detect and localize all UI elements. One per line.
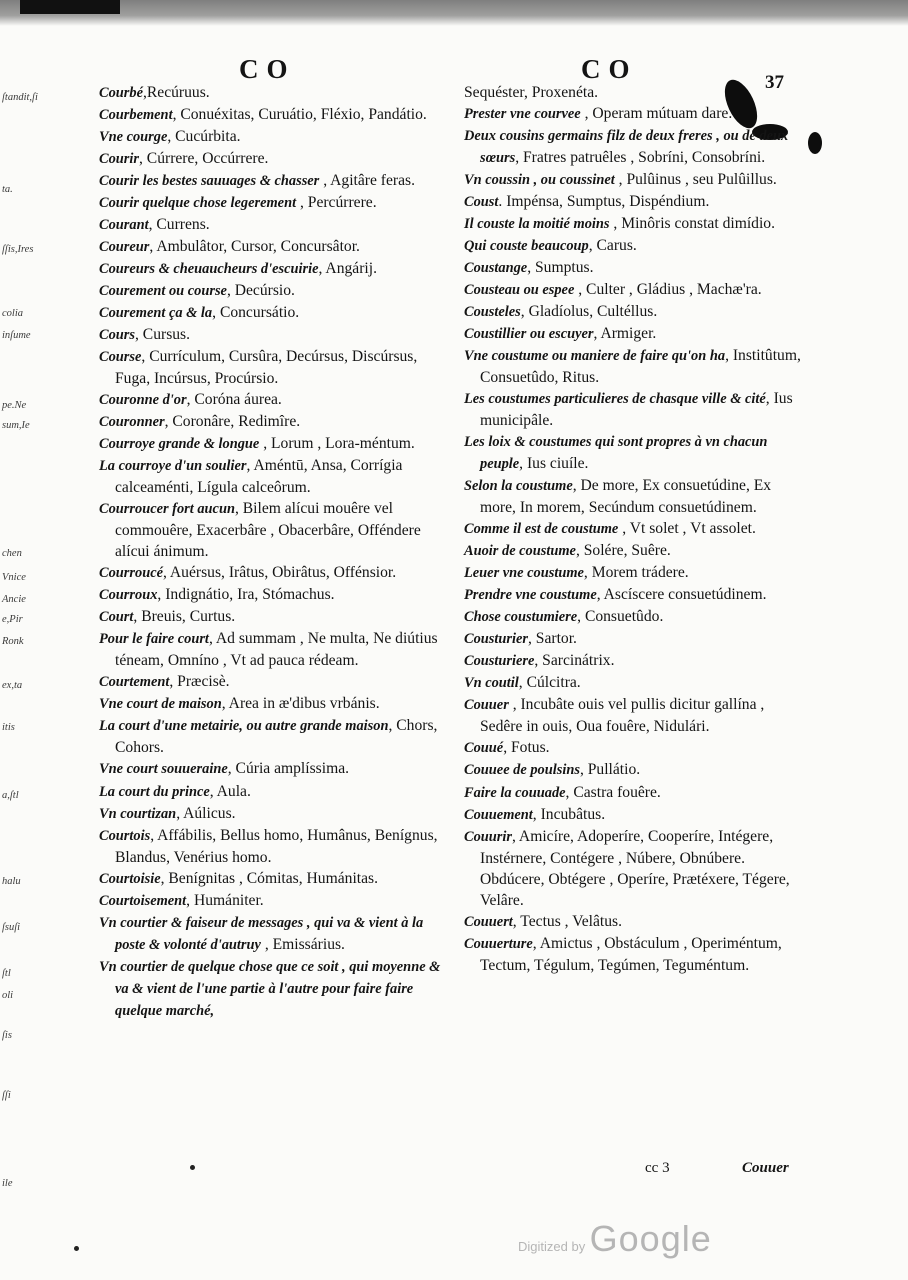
entry-gloss: , Pullátio.: [579, 761, 641, 779]
entry-term: Courroucer fort aucun: [99, 501, 235, 518]
dictionary-entry: [464, 82, 809, 103]
margin-note: Ronk: [2, 636, 24, 647]
entry-term: Deux cousins germains filz de deux freres , ou de deux sœurs: [464, 128, 789, 167]
entry-term: La court d'une metairie, ou autre grande maison: [99, 718, 389, 735]
running-head-right: CO: [581, 54, 638, 84]
entry-term: Courtoisement: [99, 892, 187, 909]
dictionary-entry: [464, 301, 809, 323]
entry-term: Vn coussin , ou coussinet: [464, 172, 615, 189]
dictionary-entry: [464, 191, 809, 213]
margin-note: ſtandit,ſi: [2, 92, 38, 103]
margin-note: chen: [2, 548, 22, 559]
entry-gloss: , Chors, Cohors.: [115, 717, 438, 757]
margin-note: Ancie: [2, 594, 26, 605]
margin-note: halu: [2, 876, 21, 887]
dictionary-entry: [464, 279, 809, 301]
entry-term: Vn coutil: [464, 675, 519, 692]
entry-term: Prendre vne coustume: [464, 587, 597, 604]
entry-gloss: , Consuetûdo.: [577, 608, 664, 626]
entry-gloss: , Ius municipâle.: [480, 390, 793, 430]
dictionary-entry: [464, 782, 809, 804]
print-dot: [74, 1246, 79, 1251]
margin-note: ſtl: [2, 968, 11, 979]
margin-notes: [2, 0, 46, 1280]
entry-gloss: , Améntū, Ansa, Corrígia calceaménti, Lígula calceôrum.: [115, 457, 403, 497]
digitized-watermark: [518, 1218, 712, 1260]
dictionary-entry: [464, 169, 809, 191]
entry-gloss: , Fratres patruêles , Sobríni, Consobríni.: [515, 149, 766, 167]
entry-term: Les loix & coustumes qui sont propres à vn chacun peuple: [464, 434, 768, 473]
entry-term: Courir les bestes sauuages & chasser: [99, 173, 320, 190]
entry-term: Coureurs & cheuaucheurs d'escuirie: [99, 261, 319, 278]
dictionary-entry: [464, 323, 809, 345]
margin-note: colia: [2, 308, 23, 319]
dictionary-entry: [99, 562, 444, 584]
entry-term: Course: [99, 349, 142, 366]
entry-gloss: , Sartor.: [528, 630, 577, 648]
entry-term: Couué: [464, 740, 504, 757]
entry-gloss: , Bilem alícui mouêre vel commouêre, Exacerbâre , Obacerbâre, Offéndere alícui ánimum.: [115, 500, 421, 561]
entry-gloss: , Præcisè.: [169, 673, 230, 691]
entry-gloss: , Concursátio.: [212, 304, 300, 322]
entry-gloss: , Ambulâtor, Cursor, Concursâtor.: [149, 238, 360, 256]
watermark-prefix: Digitized by: [518, 1239, 586, 1254]
entry-gloss: , Culter , Gládius , Machæ'ra.: [574, 281, 762, 299]
entry-term: Couuerture: [464, 935, 533, 952]
entry-gloss: , Auérsus, Irâtus, Obirâtus, Offénsior.: [162, 564, 397, 582]
entry-term: La court du prince: [99, 783, 210, 800]
margin-note: ſſis,Ires: [2, 244, 34, 255]
entry-term: Coustange: [464, 260, 528, 277]
dictionary-entry: [464, 562, 809, 584]
entry-gloss: , Armiger.: [593, 325, 657, 343]
entry-gloss: , Amicíre, Adoperíre, Cooperíre, Intégere, Instérnere, Contégere , Núbere, Obnúbere. Obdúcere, Obtégere , Operíre, Prætéxere, Tégere, Velâre.: [480, 827, 790, 909]
dictionary-entry: [99, 170, 444, 192]
entry-gloss: , Sarcinátrix.: [534, 652, 615, 670]
entry-gloss: , Currens.: [148, 216, 210, 234]
margin-note: pe.Ne: [2, 400, 27, 411]
entry-gloss: , Amictus , Obstáculum , Operiméntum, Tectum, Tégulum, Tegúmen, Teguméntum.: [480, 934, 782, 974]
entry-term: Vne court de maison: [99, 696, 222, 713]
entry-term: Coust: [464, 194, 499, 211]
dictionary-entry: [99, 956, 444, 1022]
entry-gloss: , Decúrsio.: [226, 282, 295, 300]
entry-term: Cousturiere: [464, 653, 535, 670]
entry-term: Prester vne courvee: [464, 106, 581, 123]
entry-gloss: Sequéster, Proxenéta.: [464, 84, 599, 101]
entry-term: Courant: [99, 217, 149, 234]
entry-term: Vn courtier & faiseur de messages , qui va & vient à la poste & volonté d'autruy: [99, 914, 424, 953]
dictionary-entry: [464, 584, 809, 606]
entry-term: Courir: [99, 151, 139, 168]
entry-term: Chose coustumiere: [464, 609, 578, 626]
entry-gloss: , Ad summam , Ne multa, Ne diútius téneam, Omníno , Vt ad pauca rédeam.: [115, 630, 438, 670]
entry-gloss: , Coronâre, Redimîre.: [164, 413, 301, 431]
entry-gloss: , Gladíolus, Cultéllus.: [520, 303, 658, 321]
entry-term: Courroucé: [99, 565, 163, 582]
margin-note: ſſi: [2, 1090, 11, 1101]
dictionary-entry: [99, 192, 444, 214]
entry-term: Couuer: [464, 697, 509, 714]
entry-gloss: , Angárij.: [318, 260, 377, 278]
entry-term: Cousturier: [464, 631, 528, 648]
entry-term: Couuert: [464, 913, 513, 930]
entry-term: Il couste la moitié moins: [464, 216, 610, 233]
dictionary-entry: [464, 694, 809, 737]
running-head-left: CO: [239, 54, 296, 84]
entry-gloss: , Sumptus.: [527, 259, 594, 277]
dictionary-entry: [464, 737, 809, 759]
signature-mark: cc 3: [645, 1160, 670, 1176]
dictionary-entry: [464, 235, 809, 257]
entry-gloss: , Tectus , Velâtus.: [512, 912, 623, 930]
dictionary-entry: [99, 258, 444, 280]
entry-gloss: , Breuis, Curtus.: [133, 608, 236, 626]
entry-gloss: , Indignátio, Ira, Stómachus.: [157, 586, 335, 604]
dictionary-entry: [464, 650, 809, 672]
dictionary-entry: [99, 324, 444, 346]
entry-gloss: , De more, Ex consuetúdine, Ex more, In morem, Secúndum consuetúdinem.: [480, 477, 772, 517]
entry-term: Court: [99, 609, 134, 626]
dictionary-entry: [99, 302, 444, 324]
dictionary-entry: [464, 628, 809, 650]
dictionary-entry: [464, 431, 809, 475]
entry-term: Couronner: [99, 414, 165, 431]
entry-gloss: , Emissárius.: [260, 935, 345, 953]
margin-note: inſume: [2, 330, 31, 341]
entry-gloss: , Lorum , Lora-méntum.: [259, 435, 415, 453]
dictionary-entry: [464, 125, 809, 169]
entry-term: Courtois: [99, 827, 151, 844]
entry-gloss: , Morem trádere.: [583, 564, 689, 582]
entry-term: Courtement: [99, 674, 170, 691]
entry-gloss: , Incubâtus.: [532, 805, 606, 823]
margin-note: ta.: [2, 184, 13, 195]
entry-term: Couuement: [464, 806, 533, 823]
dictionary-entry: [99, 236, 444, 258]
dictionary-entry: [99, 214, 444, 236]
dictionary-entry: [464, 826, 809, 911]
dictionary-entry: [464, 759, 809, 781]
dictionary-entry: [99, 584, 444, 606]
ink-smudge: [808, 132, 822, 154]
entry-gloss: , Cúria amplíssima.: [227, 760, 350, 778]
entry-term: Vne coustume ou maniere de faire qu'on ha: [464, 348, 726, 365]
entry-term: Vne court souueraine: [99, 761, 228, 778]
dictionary-entry: [99, 411, 444, 433]
entry-gloss: , Pulûinus , seu Pulûillus.: [614, 171, 777, 189]
dictionary-entry: [99, 628, 444, 671]
entry-gloss: . Impénsa, Sumptus, Dispéndium.: [498, 193, 710, 211]
entry-term: Courbé: [99, 85, 143, 101]
dictionary-entry: [99, 715, 444, 758]
entry-term: Selon la coustume: [464, 478, 573, 495]
entry-gloss: , Area in æ'dibus vrbánis.: [221, 695, 380, 713]
entry-term: Cousteles: [464, 304, 521, 321]
dictionary-entry: [99, 104, 444, 126]
entry-term: Comme il est de coustume: [464, 521, 619, 538]
dictionary-entry: [99, 148, 444, 170]
dictionary-entry: [99, 606, 444, 628]
entry-term: Les coustumes particulieres de chasque ville & cité: [464, 391, 766, 408]
entry-gloss: , Currículum, Cursûra, Decúrsus, Discúrsus, Fuga, Incúrsus, Procúrsio.: [115, 348, 418, 388]
dictionary-entry: [464, 606, 809, 628]
dictionary-entry: [99, 693, 444, 715]
entry-term: Coustillier ou escuyer: [464, 326, 594, 343]
entry-gloss: , Incubâte ouis vel pullis dicitur gallína , Sedêre in ouis, Oua fouêre, Nidulári.: [480, 696, 765, 736]
entry-gloss: , Humániter.: [186, 891, 264, 909]
dictionary-entry: [99, 498, 444, 562]
dictionary-entry: [464, 103, 809, 125]
margin-note: itis: [2, 722, 15, 733]
entry-term: Courbement: [99, 107, 173, 124]
entry-term: Vne courge: [99, 129, 168, 146]
margin-note: a,ſtl: [2, 790, 19, 801]
entry-term: Courroux: [99, 587, 158, 604]
entry-gloss: , Cucúrbita.: [167, 128, 241, 146]
dictionary-entry: [99, 781, 444, 803]
dictionary-entry: [99, 758, 444, 780]
catchword: Couuer: [742, 1160, 789, 1176]
entry-gloss: , Fotus.: [503, 739, 550, 757]
entry-term: Auoir de coustume: [464, 543, 576, 560]
page-number: 37: [765, 72, 784, 93]
entry-term: Leuer vne coustume: [464, 565, 584, 582]
margin-note: ſis: [2, 1030, 12, 1041]
right-column: [464, 82, 809, 976]
print-dot: [190, 1165, 195, 1170]
dictionary-entry: [99, 346, 444, 389]
dictionary-entry: [99, 825, 444, 868]
margin-note: sum,Ie: [2, 420, 30, 431]
dictionary-entry: [99, 912, 444, 956]
entry-term: Courroye grande & longue: [99, 436, 260, 453]
margin-note: oli: [2, 990, 14, 1001]
entry-term: Cours: [99, 327, 135, 344]
dictionary-entry: [464, 213, 809, 235]
google-logo: Google: [589, 1218, 712, 1259]
left-column: [99, 82, 444, 1022]
dictionary-entry: [99, 126, 444, 148]
dictionary-entry: [99, 433, 444, 455]
dictionary-entry: [99, 671, 444, 693]
scan-top-shadow: [0, 0, 908, 26]
entry-term: Cousteau ou espee: [464, 282, 575, 299]
entry-term: Vn courtizan: [99, 805, 177, 822]
margin-note: ile: [2, 1178, 13, 1189]
dictionary-entry: [464, 475, 809, 518]
dictionary-entry: [464, 804, 809, 826]
entry-gloss: , Castra fouêre.: [565, 783, 661, 801]
entry-gloss: , Solére, Suêre.: [575, 542, 671, 560]
entry-gloss: , Ascíscere consuetúdinem.: [596, 586, 767, 604]
entry-term: Faire la couuade: [464, 784, 566, 801]
dictionary-entry: [464, 540, 809, 562]
entry-gloss: , Affábilis, Bellus homo, Humânus, Benígnus, Blandus, Venérius homo.: [115, 826, 438, 866]
dictionary-entry: [464, 672, 809, 694]
dictionary-entry: [464, 518, 809, 540]
entry-gloss: , Minôris constat dimídio.: [609, 215, 775, 233]
dictionary-entry: [99, 868, 444, 890]
entry-gloss: , Ius ciuíle.: [519, 455, 589, 473]
margin-note: ſsuſi: [2, 922, 21, 933]
entry-term: Couronne d'or: [99, 392, 187, 409]
entry-term: La courroye d'un soulier: [99, 458, 247, 475]
entry-gloss: , Vt solet , Vt assolet.: [618, 520, 756, 538]
entry-term: Courir quelque chose legerement: [99, 195, 297, 212]
entry-gloss: , Operam mútuam dare.: [580, 105, 733, 123]
entry-term: Courtoisie: [99, 870, 161, 887]
margin-note: e,Pir: [2, 614, 23, 625]
entry-gloss: , Cúrrere, Occúrrere.: [139, 150, 269, 168]
margin-note: Vnice: [2, 572, 26, 583]
dictionary-entry: [464, 911, 809, 933]
entry-term: Coureur: [99, 239, 150, 256]
entry-gloss: , Aula.: [209, 782, 251, 800]
entry-gloss: , Percúrrere.: [296, 194, 377, 212]
entry-term: Couurir: [464, 828, 512, 845]
entry-gloss: , Cursus.: [135, 326, 191, 344]
dictionary-entry: [464, 257, 809, 279]
dictionary-entry: [99, 389, 444, 411]
dictionary-entry: [99, 455, 444, 498]
margin-note: ex,ta: [2, 680, 23, 691]
dictionary-entry: [99, 803, 444, 825]
entry-term: Qui couste beaucoup: [464, 238, 589, 255]
dictionary-entry: [464, 345, 809, 388]
entry-gloss: , Conuéxitas, Curuátio, Fléxio, Pandátio.: [172, 106, 427, 124]
dictionary-entry: [464, 388, 809, 431]
entry-gloss: , Benígnitas , Cómitas, Humánitas.: [160, 869, 379, 887]
entry-gloss: , Cúlcitra.: [518, 674, 581, 692]
entry-term: Courement ça & la: [99, 305, 213, 322]
dictionary-entry: [464, 933, 809, 976]
dictionary-entry: [99, 280, 444, 302]
entry-gloss: , Carus.: [588, 237, 637, 255]
entry-gloss: , Agitâre feras.: [319, 172, 415, 190]
entry-term: Courement ou course: [99, 283, 227, 300]
entry-gloss: , Aúlicus.: [176, 804, 236, 822]
dictionary-entry: [99, 890, 444, 912]
dictionary-entry: [99, 82, 444, 104]
entry-gloss: ,Recúruus.: [142, 84, 210, 101]
entry-gloss: , Coróna áurea.: [186, 391, 282, 409]
entry-gloss: , Institûtum, Consuetûdo, Ritus.: [480, 347, 801, 387]
entry-term: Couuee de poulsins: [464, 762, 580, 779]
entry-term: Vn courtier de quelque chose que ce soit , qui moyenne & va & vient de l'une partie à l'autre pour faire faire quelque marché,: [99, 958, 441, 1019]
entry-term: Pour le faire court: [99, 631, 209, 648]
